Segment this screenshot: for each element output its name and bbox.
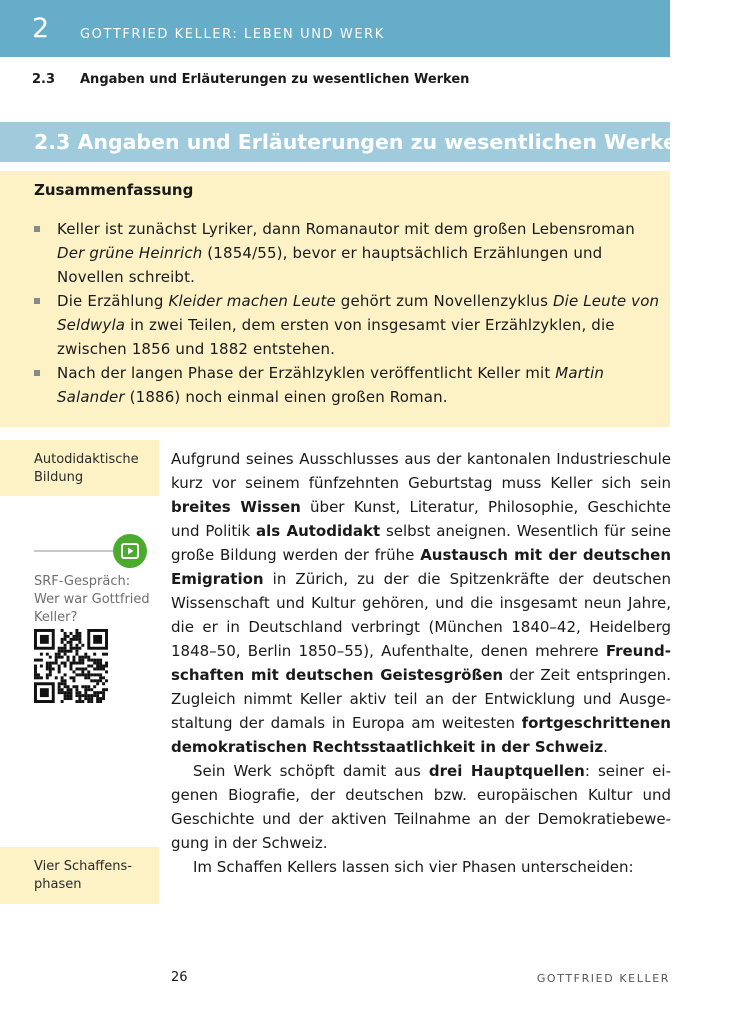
chapter-header-band [0,0,670,57]
italic-title: Kleider machen Leute [168,292,336,310]
summary-heading: Zusammenfassung [34,181,194,199]
bullet-square-icon [34,298,40,304]
bold-emphasis: breites Wissen [171,498,301,516]
media-divider [34,550,124,552]
text-run: (1854/55), bevor er hauptsächlich Erzählungen und Novellen schreibt. [57,244,603,286]
bold-emphasis: fortgeschrittenen demokratischen Rechtsstaatlichkeit in der Schweiz [171,714,671,756]
text-run: in Zürich, zu der die Spitzenkräfte der deutschen Wissenschaft und Kultur gehören, und die insgesamt neun Jahre, die er in Deutschland verbringt (München 1840–42, Heidelberg 1848–50, Berlin 1850–55), Aufenthalte, denen mehrere [171,570,671,660]
bullet-square-icon [34,370,40,376]
running-head-number: 2.3 [32,72,56,87]
section-title-band [0,122,692,162]
qr-code-icon[interactable] [34,629,108,703]
text-run: selbst aneignen. Wesentlich für seine große Bildung werden der frühe [171,522,671,564]
italic-title: Die Leute von Seldwyla [57,292,660,334]
text-run: über Kunst, Literatur, Philosophie, Geschichte und Politik [171,498,671,540]
chapter-number: 2 [32,13,50,44]
italic-title: Martin Salander [57,364,605,406]
margin-note-text: Vier Schaffens-phasen [34,859,132,892]
bold-emphasis: Austausch mit der deutschen Emigration [171,546,672,588]
bold-emphasis: drei Hauptquellen [428,762,585,780]
running-head [32,71,469,89]
text-run: Sein Werk schöpft damit aus [193,762,429,780]
summary-box [0,171,670,427]
body-paragraph [171,759,671,855]
chapter-title: GOTTFRIED KELLER: LEBEN UND WERK [80,27,385,42]
play-video-icon[interactable] [113,534,147,568]
body-paragraph [171,855,671,879]
section-title: 2.3 Angaben und Erläuterungen zu wesentlichen Werken [34,130,692,154]
body-paragraph [171,447,671,759]
bullet-square-icon [34,226,40,232]
summary-item [34,289,664,361]
text-run: gehört zum Novellenzyklus [335,292,553,310]
text-run: : seiner eigenen Biografie, der deutschen bzw. europäischen Kultur und Geschichte und der aktiven Teilnahme an der Demokratiebewegung in der Schweiz. [171,762,671,852]
summary-list [34,217,664,409]
text-run: Nach der langen Phase der Erzählzyklen veröffentlicht Keller mit [57,364,556,382]
summary-item [34,217,664,289]
text-run: (1886) noch einmal einen großen Roman. [124,388,448,406]
body-text [171,447,671,879]
media-link-label[interactable]: SRF-Gespräch: Wer war Gottfried Keller? [34,574,150,625]
text-run: Aufgrund seines Ausschlusses aus der kantonalen Industrieschule kurz vor seinem fünfzehnten Geburtstag muss Keller sich sein [171,450,671,492]
footer-author: GOTTFRIED KELLER [536,972,670,985]
margin-note-autodidaktik [0,440,159,496]
summary-item [34,361,664,409]
text-run: . [603,738,608,756]
italic-title: Der grüne Heinrich [57,244,203,262]
text-run: der Zeit entspringen. Zugleich nimmt Keller aktiv teil an der Entwicklung und Ausgestaltung der damals in Europa am weitesten [171,666,672,732]
running-head-title: Angaben und Erläuterungen zu wesentlichen Werken [80,72,470,87]
text-run: Keller ist zunächst Lyriker, dann Romanautor mit dem großen Lebensroman [57,220,635,238]
page-number: 26 [171,970,188,985]
text-run: in zwei Teilen, dem ersten von insgesamt vier Erzählzyklen, die zwischen 1856 und 1882 entstehen. [57,316,615,358]
margin-note-schaffensphasen [0,847,159,904]
bold-emphasis: Freundschaften mit deutschen Geistesgrößen [171,642,671,684]
text-run: Die Erzählung [57,292,169,310]
bold-emphasis: als Autodidakt [255,522,381,540]
text-run: Im Schaffen Kellers lassen sich vier Phasen unterscheiden: [193,858,634,876]
margin-note-text: Autodidaktische Bildung [34,452,139,485]
